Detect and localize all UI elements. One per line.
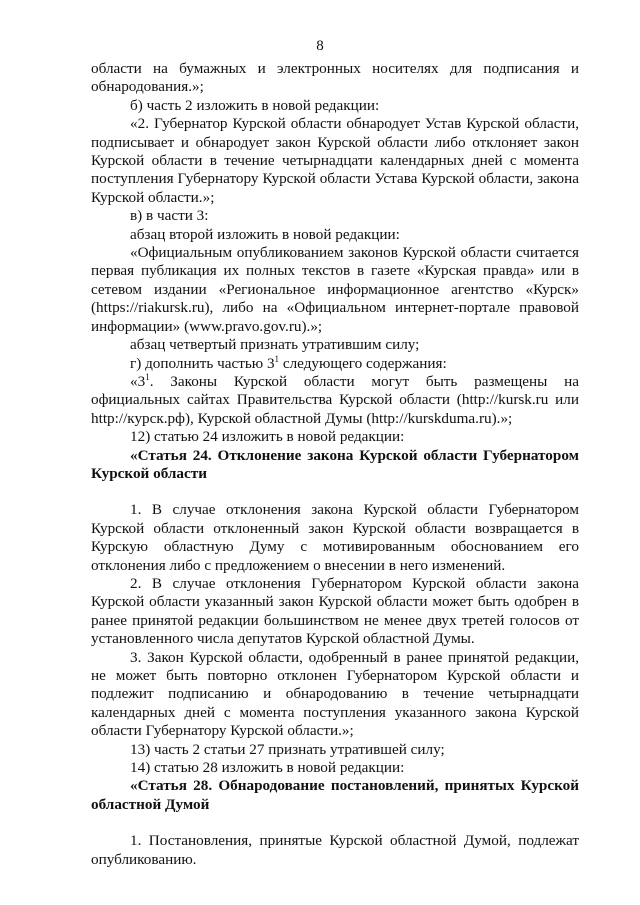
paragraph: 12) статью 24 изложить в новой редакции:: [130, 428, 405, 446]
paragraph: 3. Закон Курской области, одобренный в ранее принятой редакции, не может быть повторно отклонен Губернатором Курской области и подлежит подписанию и обнародованию в течение четырнадцати календарных дней с момента поступления указанного закона Курской области Губернатору Курской области.»;: [91, 648, 579, 740]
paragraph: «2. Губернатор Курской области обнародует Устав Курской области, подписывает и обнародует закон Курской области либо отклоняет закон Курской области в течение четырнадцати календарных дней с момента поступления Губернатору Курской области Устава Курской области, закона Курской области.»;: [91, 115, 579, 206]
document-body: [91, 60, 579, 869]
paragraph: 2. В случае отклонения Губернатором Курской области закона Курской области указанный закон Курской области может быть одобрен в ранее принятой редакции большинством не менее двух третей голосов от установленного числа депутатов Курской областной Думы.: [91, 574, 579, 648]
paragraph: 14) статью 28 изложить в новой редакции:: [130, 759, 405, 777]
paragraph: [91, 373, 579, 428]
paragraph: 1. В случае отклонения закона Курской области Губернатором Курской области отклоненный закон Курской области возвращается в Курскую областную Думу с мотивированным обоснованием его отклонения либо с предложением о внесении в него изменений.: [91, 501, 579, 574]
paragraph-text: . Законы Курской области могут быть размещены на официальных сайтах Правительства Курской области (http://kursk.ru или http://курск.рф), Курской областной Думы (http://kurskduma.ru).»;: [91, 372, 579, 427]
paragraph: [91, 355, 579, 373]
paragraph-text: «3: [130, 372, 146, 390]
paragraph: абзац второй изложить в новой редакции:: [130, 225, 400, 243]
superscript: 1: [274, 353, 280, 364]
superscript: 1: [145, 371, 150, 382]
paragraph: в) в части 3:: [130, 207, 209, 225]
article-heading: «Статья 28. Обнародование постановлений, принятых Курской областной Думой: [91, 777, 579, 813]
paragraph: абзац четвертый признать утратившим силу;: [130, 336, 420, 354]
paragraph: области на бумажных и электронных носителях для подписания и обнародования.»;: [91, 60, 579, 96]
paragraph: 13) часть 2 статьи 27 признать утратившей силу;: [130, 740, 445, 758]
paragraph-text: следующего содержания:: [279, 354, 447, 372]
paragraph: «Официальным опубликованием законов Курской области считается первая публикация их полных текстов в газете «Курская правда» или в сетевом издании «Региональное информационное агентство «Курск» (https://riakursk.ru), либо на «Официальном интернет-портале правовой информации» (www.pravo.gov.ru).»;: [91, 244, 579, 335]
article-heading: «Статья 24. Отклонение закона Курской области Губернатором Курской области: [91, 446, 579, 482]
paragraph: б) часть 2 изложить в новой редакции:: [130, 96, 380, 114]
paragraph-text: г) дополнить частью 3: [130, 354, 275, 372]
page-number: 8: [316, 38, 324, 54]
paragraph: 1. Постановления, принятые Курской областной Думой, подлежат опубликованию.: [91, 832, 579, 868]
